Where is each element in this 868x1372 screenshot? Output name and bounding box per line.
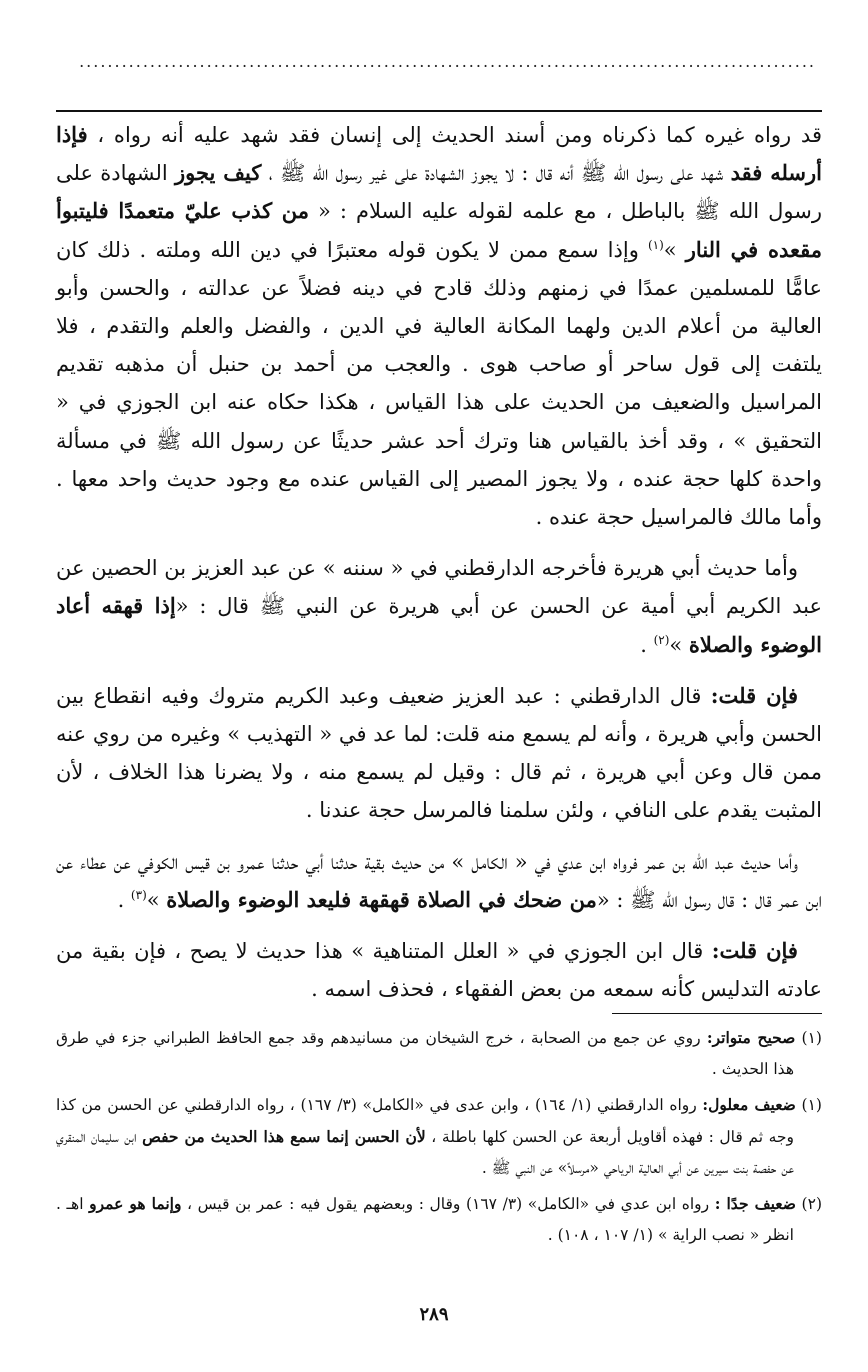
footnote-separator [612,1013,822,1014]
footnote-2: (١) ضعيف معلول: رواه الدارقطني (١/ ١٦٤) ، وابن عدى في «الكامل» (٣/ ١٦٧) ، رواه الدارقطني عن الحسن من كذا وجه ثم قال : فهذه أقاويل أربعة عن الحسن كلها باطلة ، لأن الحسن إنما سمع هذا الحديث من حفص ابن سليمان المنقري عن حفصة بنت سيرين عن أبي العالية الرياحي «مرسلاً» عن النبي ﷺ . [56,1095,822,1177]
paragraph-5: فإن قلت: قال ابن الجوزي في « العلل المتناهية » هذا حديث لا يصح ، فإن بقية من عادته التدليس كأنه سمعه من بعض الفقهاء ، فحذف اسمه . [56,938,822,1002]
main-text [56,116,822,1008]
header-dotted-line: ........................................................................................................ [79,52,816,71]
footnote-1: (١) صحيح متواتر: روي عن جمع من الصحابة ، خرج الشيخان من مسانيدهم وقد جمع الحافظ الطبراني جزء في طرق هذا الحديث . [56,1028,822,1078]
footnote-ref-2: (٢) [653,632,670,647]
footnote-ref-1: (١) [647,237,664,252]
paragraph-4: وأما حديث عبد الله بن عمر فرواه ابن عدي في « الكامل » من حديث بقية حدثنا أبي حدثنا عمرو بن قيس الكوفي عن عطاء عن ابن عمر قال : قال رسول الله ﷺ : «من ضحك في الصلاة قهقهة فليعد الوضوء والصلاة »$^{(٣)}$ . [56,849,822,912]
header-rule [56,110,822,112]
paragraph-3: فإن قلت: قال الدارقطني : عبد العزيز ضعيف وعبد الكريم متروك وفيه انقطاع بين الحسن وأبي هريرة ، وأنه لم يسمع منه قلت: لما عد في « التهذيب » وغيره من روي عنه ممن قال وعن أبي هريرة ، ثم قال : وقيل لم يسمع منه ، ولا يضرنا هذا الخلاف ، لأن المثبت يقدم على النافي ، ولئن سلمنا فالمرسل حجة عندنا . [56,682,822,823]
footnotes [56,1022,822,1255]
paragraph-2: وأما حديث أبي هريرة فأخرجه الدارقطني في « سننه » عن عبد العزيز بن الحصين عن عبد الكريم أبي أمية عن الحسن عن أبي هريرة عن النبي ﷺ قال : «إذا قهقه أعاد الوضوء والصلاة »$^{(٢)}$ . [56,556,822,657]
footnote-3: (٢) ضعيف جدًا : رواه ابن عدي في «الكامل» (٣/ ١٦٧) وقال : وبعضهم يقول فيه : عمر بن قيس ، وإنما هو عمرو اهـ . انظر « نصب الراية » (١/ ١٠٧ ، ١٠٨) . [56,1194,822,1244]
footnote-ref-3: (٣) [130,887,147,902]
paragraph-1: قد رواه غيره كما ذكرناه ومن أسند الحديث إلى إنسان فقد شهد عليه أنه رواه ، فإذا أرسله فقد شهد على رسول الله ﷺ أنه قال : لا يجوز الشهادة على غير رسول الله ﷺ ، كيف يجوز الشهادة على رسول الله ﷺ بالباطل ، مع علمه لقوله عليه السلام : « من كذب عليّ متعمدًا فليتبوأ مقعده في النار »$^{(١)}$ وإذا سمع ممن لا يكون قوله معتبرًا في دين الله وملته . ذلك كان عامًّا للمسلمين عمدًا في زمنهم وذلك قادح في دينه فضلاً عن عدالته ، والحسن وأبو العالية من أعلام الدين ولهما المكانة العالية في الدين ، والفضل والعلم والتقدم ، فلا يلتفت إلى قول ساحر أو صاحب هوى . والعجب من أحمد بن حنبل أن مذهبه تقديم المراسيل والضعيف من الحديث على هذا القياس ، هكذا حكاه عنه ابن الجوزي في « التحقيق » ، وقد أخذ بالقياس هنا وترك أحد عشر حديثًا عن رسول الله ﷺ في مسألة واحدة كلها حجة عنده ، ولا يجوز المصير إلى القياس عنده مع وجود حديث واحد معها . وأما مالك فالمراسيل حجة عنده . [56,122,822,530]
page-number: ٢٨٩ [419,1304,449,1325]
